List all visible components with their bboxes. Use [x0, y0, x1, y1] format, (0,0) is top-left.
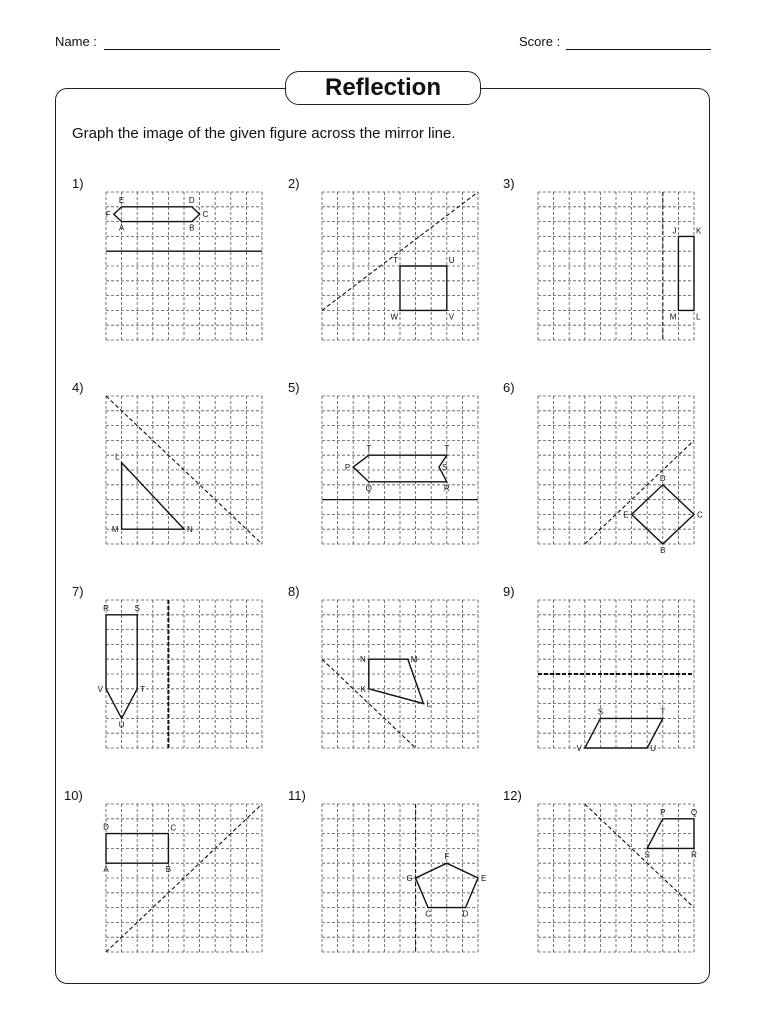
vertex-label: K	[696, 226, 702, 236]
vertex-label: E	[481, 874, 487, 883]
vertex-label: B	[165, 865, 172, 875]
vertex-label: N	[360, 655, 366, 665]
vertex-label: T	[444, 444, 450, 454]
problem-number: 12)	[503, 788, 522, 803]
coordinate-grid[interactable]	[538, 396, 703, 555]
vertex-label: S	[644, 850, 650, 860]
vertex-label: F	[444, 852, 450, 862]
problem-number: 4)	[72, 380, 84, 395]
vertex-label: V	[448, 312, 455, 322]
vertex-label: A	[118, 223, 125, 233]
vertex-label: U	[650, 744, 656, 753]
vertex-label: J	[672, 226, 677, 236]
vertex-label: D	[659, 473, 666, 483]
coordinate-grid[interactable]	[103, 804, 262, 952]
vertex-label: U	[118, 720, 125, 730]
problem-number: 1)	[72, 176, 84, 191]
vertex-label: K	[360, 684, 366, 694]
vertex-label: S	[134, 603, 140, 613]
vertex-label: M	[669, 312, 677, 322]
vertex-label: R	[103, 603, 109, 613]
problem-number: 11)	[288, 788, 306, 803]
vertex-label: F	[105, 210, 111, 220]
problem-number: 6)	[503, 380, 515, 395]
worksheet-title	[285, 71, 481, 105]
vertex-label: D	[188, 195, 195, 205]
mirror-line	[585, 440, 694, 544]
vertex-label: T	[366, 444, 372, 454]
vertex-label: V	[97, 684, 103, 694]
vertex-label: D	[103, 822, 109, 832]
vertex-label: G	[406, 874, 413, 883]
mirror-line	[585, 804, 694, 908]
vertex-label: Q	[690, 807, 698, 817]
vertex-label: R	[691, 850, 697, 860]
problem-number: 10)	[64, 788, 83, 803]
vertex-label: P	[660, 807, 666, 817]
instructions: Graph the image of the given figure across the mirror line.	[72, 125, 456, 142]
vertex-label: C	[202, 210, 209, 220]
coordinate-grid[interactable]	[106, 396, 262, 544]
given-figure	[400, 266, 447, 310]
score-blank[interactable]	[566, 49, 711, 50]
problem-number: 7)	[72, 584, 84, 599]
vertex-label: B	[189, 223, 195, 233]
coordinate-grid[interactable]	[106, 192, 262, 340]
coordinate-grid[interactable]	[538, 600, 694, 753]
vertex-label: C	[170, 823, 177, 833]
vertex-label: W	[390, 312, 398, 322]
coordinate-grid[interactable]	[322, 192, 478, 340]
vertex-label: T	[660, 707, 666, 717]
score-label: Score :	[519, 34, 561, 49]
vertex-label: A	[103, 865, 109, 875]
vertex-label: Q	[365, 483, 372, 493]
vertex-label: P	[344, 463, 351, 473]
name-label: Name :	[55, 34, 97, 49]
vertex-label: S	[597, 707, 604, 717]
coordinate-grid[interactable]	[538, 804, 698, 952]
vertex-label: C	[697, 510, 703, 520]
vertex-label: R	[443, 483, 450, 493]
coordinate-grid[interactable]	[97, 600, 262, 748]
name-blank[interactable]	[104, 49, 280, 50]
problem-number: 3)	[503, 176, 515, 191]
given-figure	[114, 207, 200, 222]
coordinate-grid[interactable]	[322, 600, 478, 748]
vertex-label: L	[426, 699, 431, 709]
vertex-label: T	[140, 684, 146, 694]
vertex-label: B	[660, 546, 666, 555]
vertex-label: M	[410, 655, 418, 665]
vertex-label: N	[187, 525, 193, 535]
coordinate-grid[interactable]	[322, 396, 478, 544]
vertex-label: C	[425, 909, 431, 919]
vertex-label: E	[118, 195, 125, 205]
coordinate-grid[interactable]	[538, 192, 702, 340]
vertex-label: L	[115, 452, 120, 462]
problem-number: 8)	[288, 584, 300, 599]
vertex-label: V	[576, 744, 582, 753]
vertex-label: M	[111, 525, 119, 535]
vertex-label: T	[393, 256, 398, 265]
vertex-label: D	[462, 909, 469, 919]
vertex-label: U	[448, 256, 455, 265]
problem-number: 9)	[503, 584, 515, 599]
vertex-label: E	[623, 510, 629, 520]
vertex-label: S	[442, 463, 448, 473]
vertex-label: L	[696, 312, 701, 322]
worksheet-title-text: Reflection	[324, 74, 441, 101]
problem-number: 5)	[288, 380, 300, 395]
coordinate-grid[interactable]	[322, 804, 487, 952]
problem-number: 2)	[288, 176, 300, 191]
given-figure	[678, 236, 694, 310]
